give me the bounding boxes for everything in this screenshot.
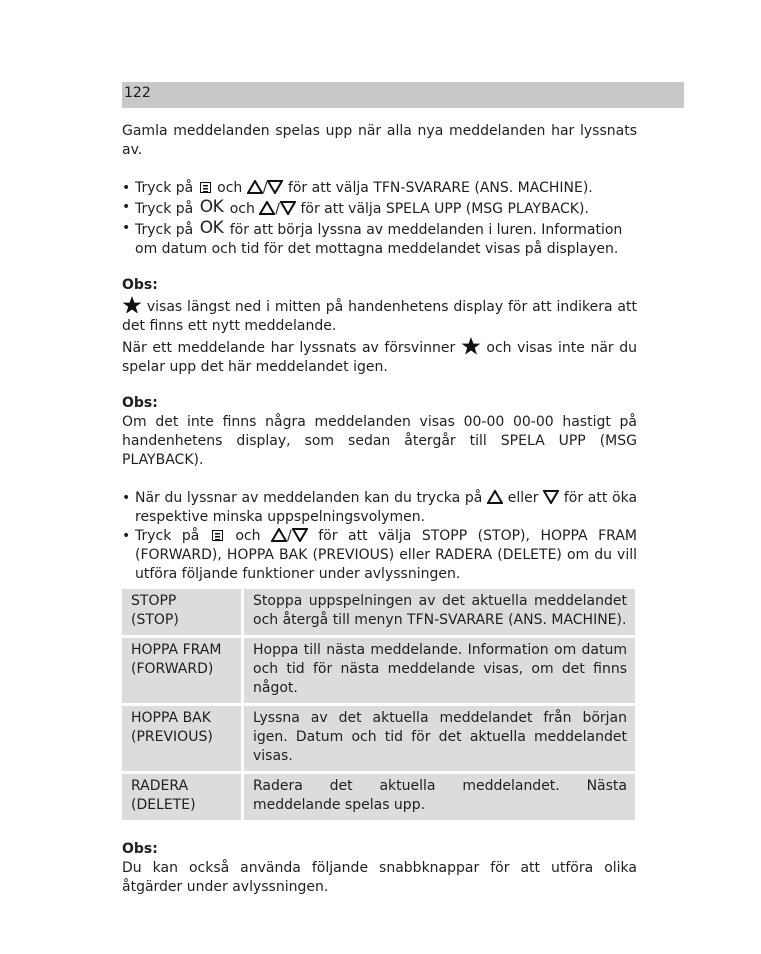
page-header-bar bbox=[122, 82, 684, 108]
function-description: Radera det aktuella meddelandet. Nästa meddelande spelas upp. bbox=[244, 774, 635, 820]
up-triangle-icon bbox=[271, 528, 287, 542]
up-triangle-icon bbox=[259, 201, 275, 215]
ok-icon: OK bbox=[199, 197, 224, 217]
step-item: • Tryck på och / för att välja TFN-SVARARE (ANS. MACHINE). bbox=[122, 179, 637, 198]
page-content bbox=[122, 122, 637, 897]
obs-heading: Obs: bbox=[122, 277, 158, 293]
obs-heading: Obs: bbox=[122, 841, 158, 857]
function-name: RADERA (DELETE) bbox=[122, 774, 241, 820]
note-shortcuts: Du kan också använda följande snabbknappar för att utföra olika åtgärder under avlyssningen. bbox=[122, 860, 637, 895]
star-icon bbox=[122, 295, 142, 315]
menu-icon bbox=[212, 530, 223, 541]
function-description: Lyssna av det aktuella meddelandet från början igen. Datum och tid för det aktuella meddelandet visas. bbox=[244, 706, 635, 771]
table-row bbox=[122, 638, 635, 703]
table-row bbox=[122, 706, 635, 771]
up-triangle-icon bbox=[247, 180, 263, 194]
volume-bullet: • När du lyssnar av meddelanden kan du trycka på eller för att öka respektive minska uppspelningsvolymen. bbox=[122, 489, 637, 527]
table-row bbox=[122, 774, 635, 820]
functions-table bbox=[119, 586, 638, 823]
ok-icon: OK bbox=[199, 218, 224, 238]
obs-heading: Obs: bbox=[122, 395, 158, 411]
down-triangle-icon bbox=[543, 490, 559, 504]
playback-list bbox=[122, 489, 637, 584]
note-no-messages: Om det inte finns några meddelanden visas 00-00 00-00 hastigt på handenhetens display, som sedan återgår till SPELA UPP (MSG PLAYBACK). bbox=[122, 414, 637, 468]
menu-icon bbox=[200, 182, 211, 193]
function-name: HOPPA BAK (PREVIOUS) bbox=[122, 706, 241, 771]
up-triangle-icon bbox=[487, 490, 503, 504]
function-name: STOPP (STOP) bbox=[122, 589, 241, 635]
functions-bullet: • Tryck på och / för att välja STOPP (STOP), HOPPA FRAM (FORWARD), HOPPA BAK (PREVIOUS) eller RADERA (DELETE) om du vill utföra följande funktioner under avlyssningen. bbox=[122, 527, 637, 584]
steps-list bbox=[122, 179, 637, 259]
down-triangle-icon bbox=[292, 528, 308, 542]
function-name: HOPPA FRAM (FORWARD) bbox=[122, 638, 241, 703]
down-triangle-icon bbox=[280, 201, 296, 215]
note-listened-message: När ett meddelande har lyssnats av försvinner och visas inte när du spelar upp det här meddelandet igen. bbox=[122, 336, 637, 377]
step-item: • Tryck på OK för att börja lyssna av meddelanden i luren. Information om datum och tid för det mottagna meddelandet visas på displayen. bbox=[122, 219, 637, 259]
function-description: Hoppa till nästa meddelande. Information om datum och tid för nästa meddelande visas, om det finns något. bbox=[244, 638, 635, 703]
table-row bbox=[122, 589, 635, 635]
function-description: Stoppa uppspelningen av det aktuella meddelandet och återgå till menyn TFN-SVARARE (ANS. MACHINE). bbox=[244, 589, 635, 635]
note-new-message: visas längst ned i mitten på handenhetens display för att indikera att det finns ett nytt meddelande. bbox=[122, 295, 637, 336]
intro-text: Gamla meddelanden spelas upp när alla nya meddelanden har lyssnats av. bbox=[122, 123, 637, 158]
page-number: 122 bbox=[124, 85, 151, 101]
down-triangle-icon bbox=[267, 180, 283, 194]
step-item: • Tryck på OK och / för att välja SPELA UPP (MSG PLAYBACK). bbox=[122, 198, 637, 219]
star-icon bbox=[461, 336, 481, 356]
